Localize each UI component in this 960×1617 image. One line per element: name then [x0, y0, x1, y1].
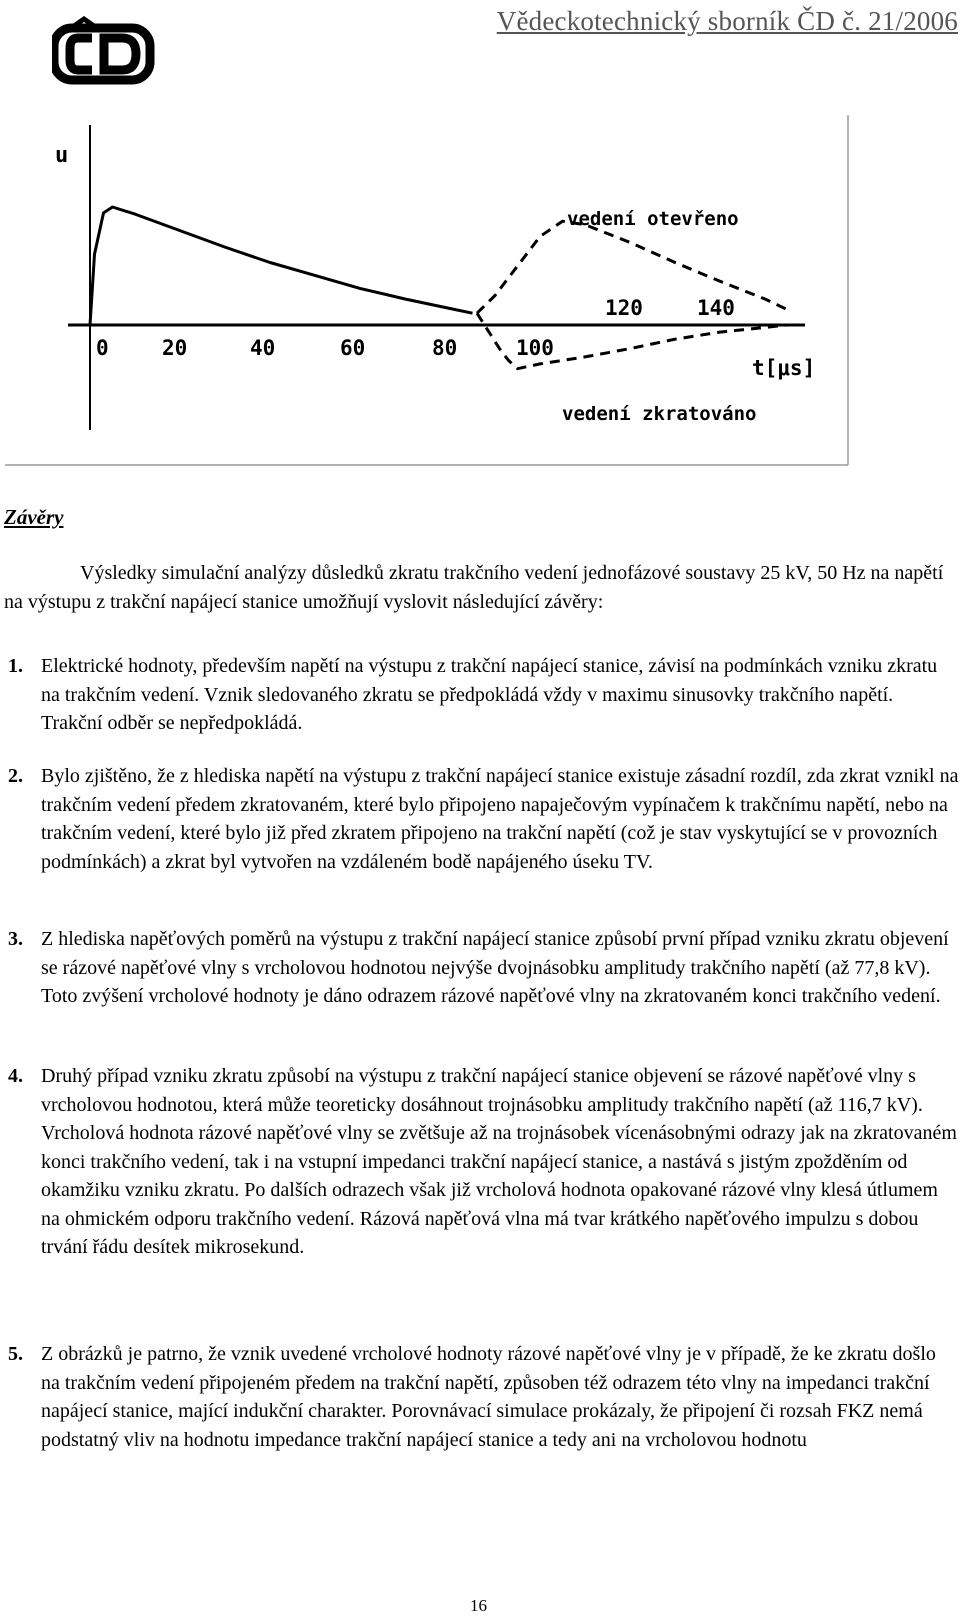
conclusion-item — [4, 925, 959, 1011]
x-axis-label: t[μs] — [752, 356, 816, 380]
voltage-figure — [0, 110, 880, 480]
x-tick-label: 120 — [605, 296, 643, 320]
logo-text: ČD — [52, 16, 54, 17]
item-text: Druhý případ vzniku zkratu způsobí na výstupu z trakční napájecí stanice objevení se rázové napěťové vlny s vrcholovou hodnotou, která může teoreticky dosáhnout trojnásobku amplitudy trakčního napětí (až 116,7 kV). Vrcholová hodnota rázové napěťové vlny se zvětšuje až na trojnásobek vícenásobnými odrazy jak na zkratovaném konci trakčního vedení, tak i na vstupní impedanci trakční napájecí stanice, a nastává s jistým zpožděním od okamžiku vzniku zkratu. Po dalších odrazech však již vrcholová hodnota opakované rázové vlny klesá útlumem na ohmickém odporu trakčního vedení. Rázová napěťová vlna má tvar krátkého napěťového impulzu s dobou trvání řádu desítek mikrosekund. — [41, 1065, 957, 1258]
item-text: Z obrázků je patrno, že vznik uvedené vrcholové hodnoty rázové napěťové vlny je v případě, že ke zkratu došlo na trakčním vedení připojeném předem na trakční napětí, způsoben též odrazem této vlny na impedanci trakční napájecí stanice, mající indukční charakter. Porovnávací simulace prokázaly, že připojení či rozsah FKZ nemá podstatný vliv na hodnotu impedance trakční napájecí stanice a tedy ani na vrcholovou hodnotu — [41, 1343, 936, 1451]
conclusion-item — [4, 1062, 959, 1262]
open-line-label: vedení otevřeno — [567, 208, 739, 230]
x-tick-label: 20 — [162, 336, 188, 360]
voltage-chart — [0, 110, 880, 480]
conclusion-item — [4, 762, 959, 876]
item-text: Z hlediska napěťových poměrů na výstupu z trakční napájecí stanice způsobí první případ vzniku zkratu objevení se rázové napěťové vlny s vrcholovou hodnotou nejvýše dvojnásobku amplitudy trakčního napětí (až 77,8 kV). Toto zvýšení vrcholové hodnoty je dáno odrazem rázové napěťové vlny na zkratovaném konci trakčního vedení. — [41, 928, 949, 1007]
page-number: 16 — [470, 1596, 487, 1615]
x-tick-label: 60 — [340, 336, 366, 360]
x-tick-label: 0 — [96, 336, 109, 360]
x-tick-label: 140 — [697, 296, 735, 320]
item-number: 2. — [8, 765, 23, 787]
series-line-1 — [90, 207, 473, 325]
item-number: 4. — [8, 1065, 23, 1087]
conclusion-item — [4, 652, 959, 738]
intro-text: Výsledky simulační analýzy důsledků zkratu trakčního vedení jednofázové soustavy 25 kV, 50 Hz na napětí na výstupu z trakční napájecí stanice umožňují vyslovit následující závěry: — [4, 562, 944, 613]
item-text: Elektrické hodnoty, především napětí na výstupu z trakční napájecí stanice, závisí na podmínkách vzniku zkratu na trakčním vedení. Vznik sledovaného zkratu se předpokládá vždy v maximu sinusovky trakčního napětí. Trakční odběr se nepředpokládá. — [41, 655, 938, 734]
shorted-line-label: vedení zkratováno — [562, 403, 757, 425]
intro-paragraph — [4, 559, 944, 616]
section-heading: Závěry — [4, 505, 64, 529]
item-number: 5. — [8, 1343, 23, 1365]
conclusion-item — [4, 1340, 959, 1454]
item-number: 3. — [8, 928, 23, 950]
page-header — [0, 0, 960, 95]
item-number: 1. — [8, 655, 23, 677]
journal-title: Vědeckotechnický sborník ČD č. 21/2006 — [496, 6, 958, 36]
x-tick-label: 100 — [516, 336, 554, 360]
y-axis-label: u — [55, 143, 69, 168]
item-text: Bylo zjištěno, že z hlediska napětí na výstupu z trakční napájecí stanice existuje zásadní rozdíl, zda zkrat vznikl na trakčním vedení předem zkratovaném, které bylo připojeno napaječovým vypínačem k trakčnímu napětí, nebo na trakčním vedení, které bylo již před zkratem připojeno na trakční napětí (což je stav vyskytující se v provozních podmínkách) a zkrat byl vytvořen na vzdáleném bodě napájeného úseku TV. — [41, 765, 959, 873]
cd-logo-icon — [52, 16, 162, 86]
x-tick-label: 40 — [250, 336, 276, 360]
x-tick-label: 80 — [432, 336, 458, 360]
